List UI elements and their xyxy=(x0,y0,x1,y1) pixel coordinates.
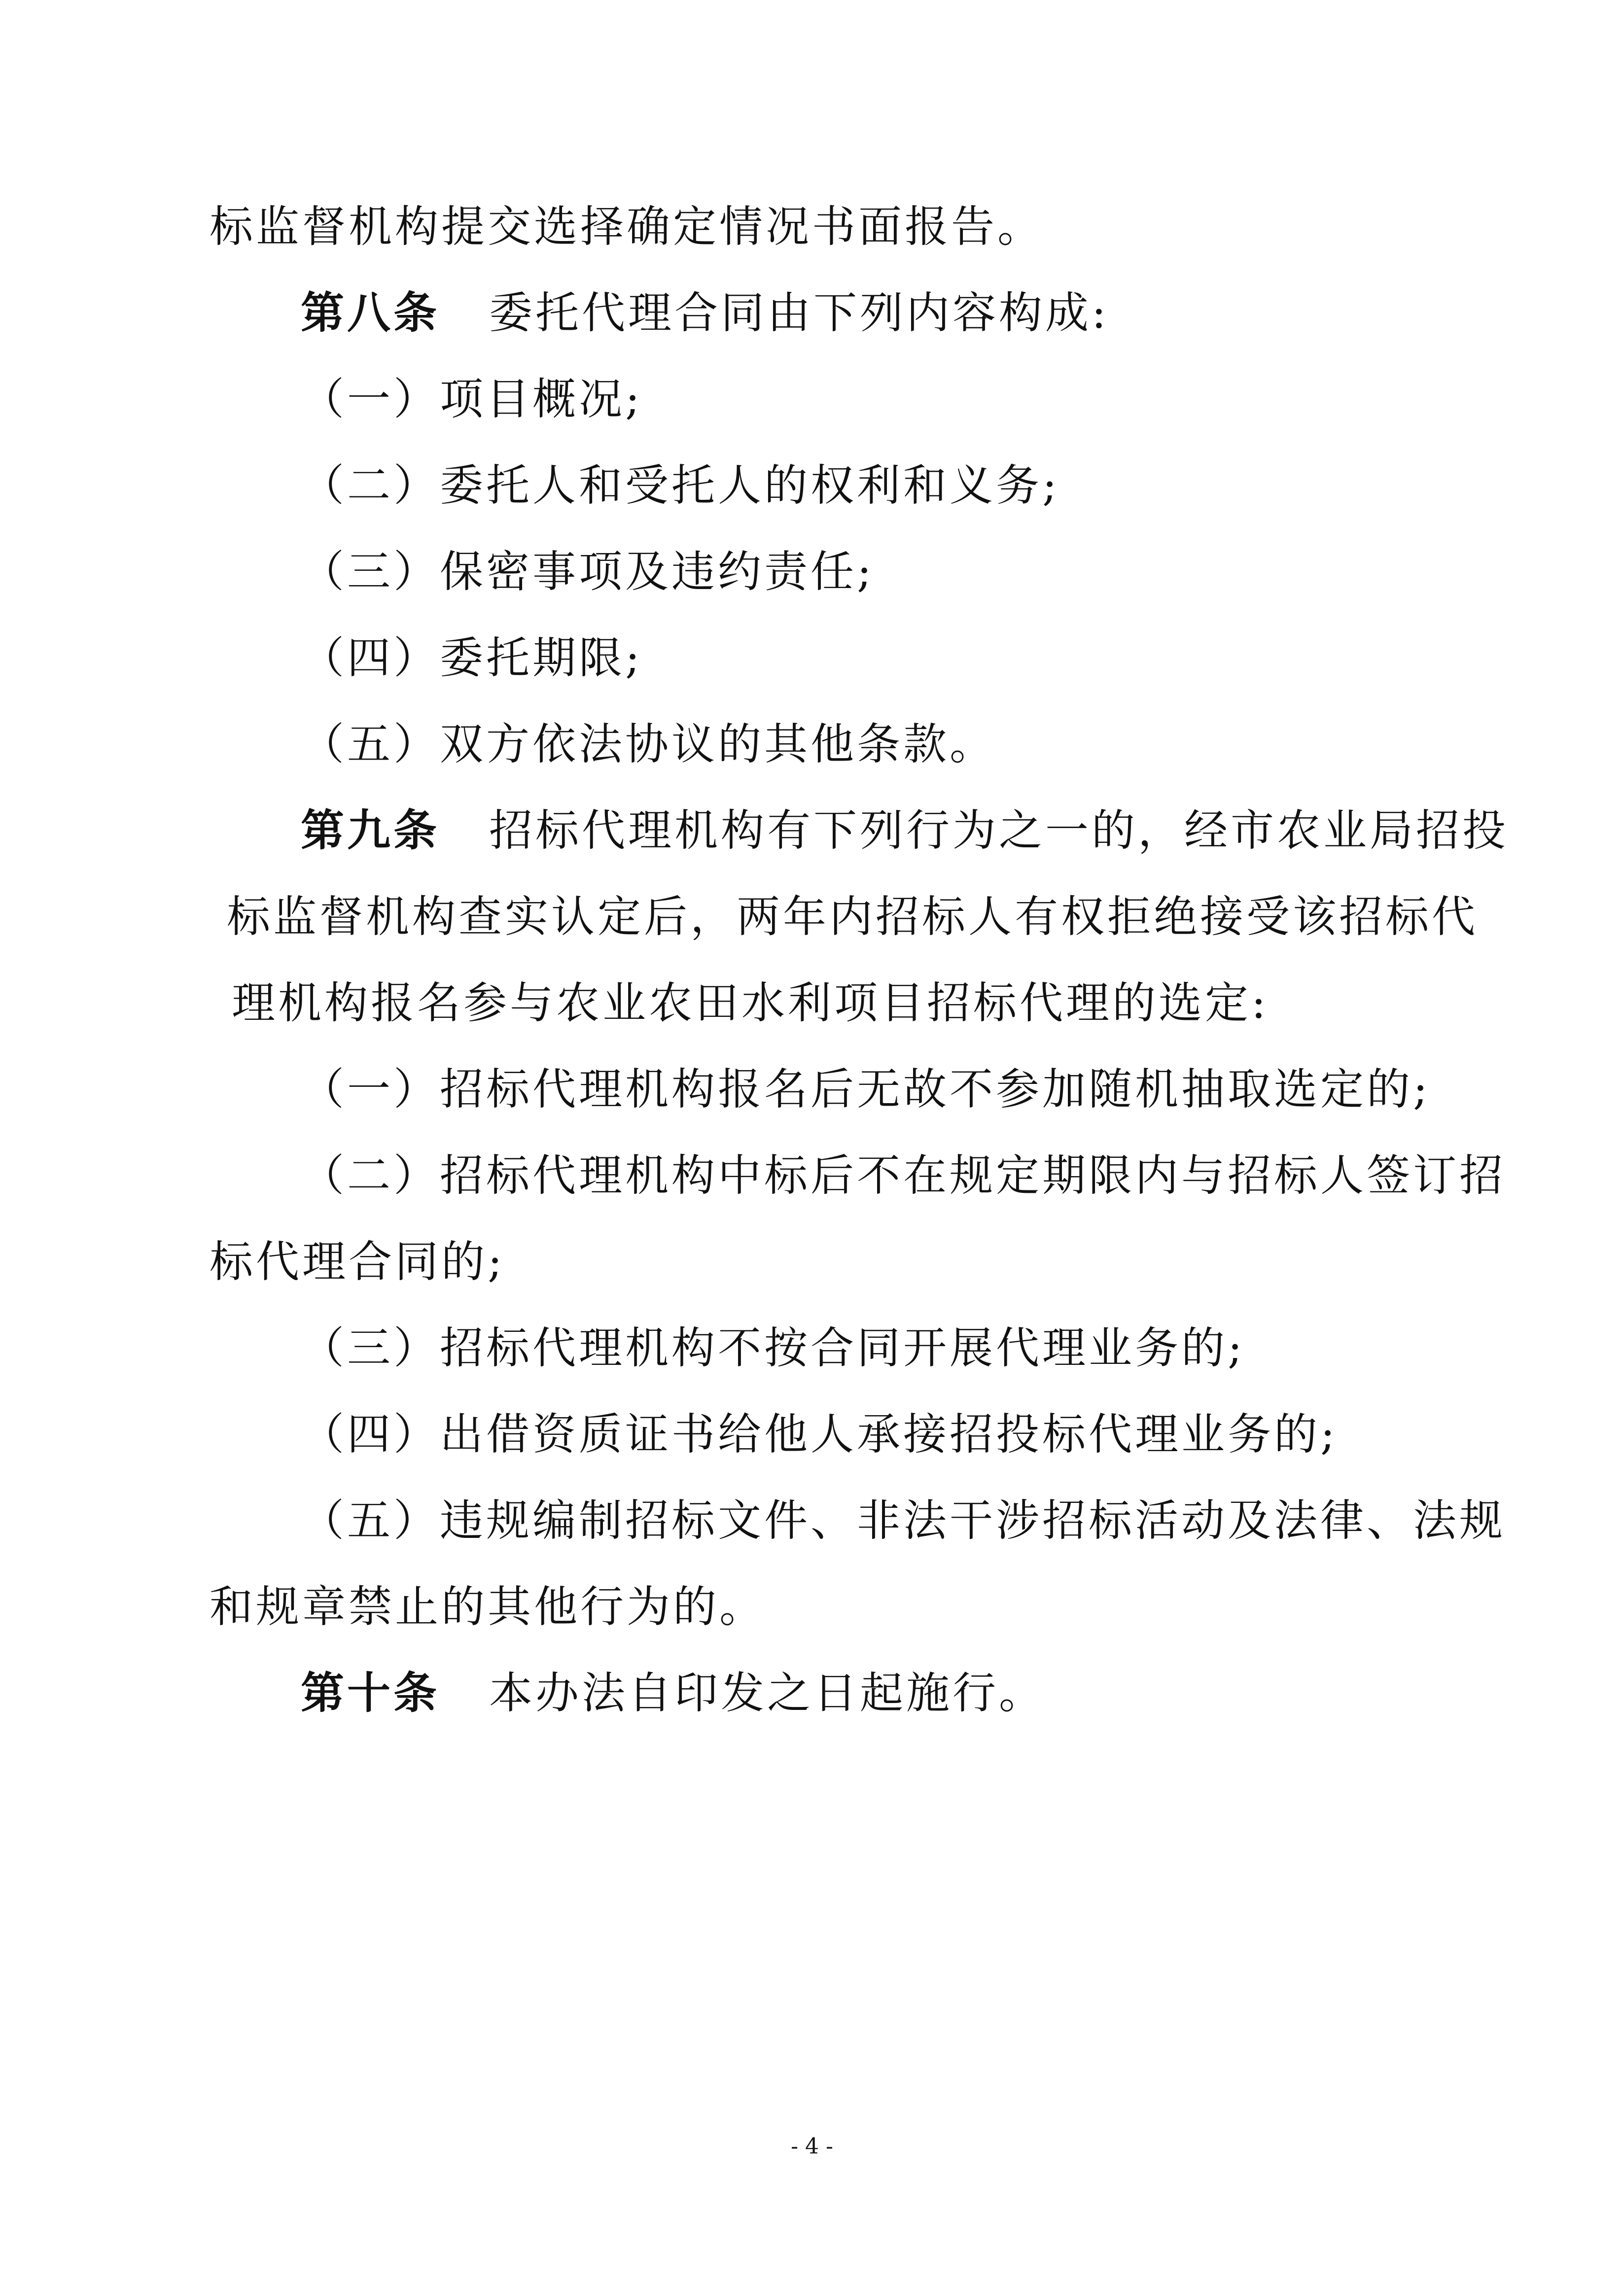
line-text: 标监督机构查实认定后，两年内招标人有权拒绝接受该招标代 xyxy=(227,891,1479,942)
line-text: 招标代理机构有下列行为之一的，经市农业局招投 xyxy=(489,805,1509,856)
article-9-line xyxy=(301,803,1509,858)
list-item xyxy=(301,1321,1245,1375)
line-text: 委托代理合同由下列内容构成: xyxy=(489,287,1109,338)
paragraph-line xyxy=(232,976,1269,1030)
paragraph-line xyxy=(210,1235,505,1289)
line-text: 标代理合同的; xyxy=(210,1236,505,1287)
paragraph-line xyxy=(210,200,1044,254)
article-number: 第八条 xyxy=(301,287,440,338)
paragraph-line xyxy=(227,890,1478,944)
list-item xyxy=(301,1062,1431,1116)
line-text: 和规章禁止的其他行为的。 xyxy=(210,1581,766,1632)
list-item xyxy=(301,631,643,685)
line-text: （二）招标代理机构中标后不在规定期限内与招标人签订招 xyxy=(301,1150,1506,1201)
line-text: 本办法自印发之日起施行。 xyxy=(489,1668,1046,1718)
line-text: （五）违规编制招标文件、非法干涉招标活动及法律、法规 xyxy=(301,1495,1506,1546)
list-item xyxy=(301,1494,1506,1548)
article-8-line xyxy=(301,286,1109,340)
line-text: 标监督机构提交选择确定情况书面报告。 xyxy=(210,201,1044,252)
article-number: 第十条 xyxy=(301,1668,440,1718)
line-text: （四）出借资质证书给他人承接招投标代理业务的; xyxy=(301,1409,1338,1460)
list-item xyxy=(301,458,1060,513)
line-text: 理机构报名参与农业农田水利项目招标代理的选定: xyxy=(232,977,1269,1028)
page-number: - 4 - xyxy=(791,2134,833,2159)
list-item xyxy=(301,717,996,771)
line-text: （三）保密事项及违约责任; xyxy=(301,546,875,597)
paragraph-line xyxy=(210,1580,766,1634)
article-10-line xyxy=(301,1666,1045,1720)
line-text: （四）委托期限; xyxy=(301,632,643,683)
article-number: 第九条 xyxy=(301,805,440,856)
line-text: （五）双方依法协议的其他条款。 xyxy=(301,719,996,769)
line-text: （一）项目概况; xyxy=(301,374,643,424)
line-text: （三）招标代理机构不按合同开展代理业务的; xyxy=(301,1322,1245,1373)
list-item xyxy=(301,372,643,426)
line-text: （二）委托人和受托人的权利和义务; xyxy=(301,460,1060,511)
list-item xyxy=(301,1148,1506,1203)
line-text: （一）招标代理机构报名后无故不参加随机抽取选定的; xyxy=(301,1064,1431,1114)
list-item xyxy=(301,1407,1338,1461)
list-item xyxy=(301,545,875,599)
